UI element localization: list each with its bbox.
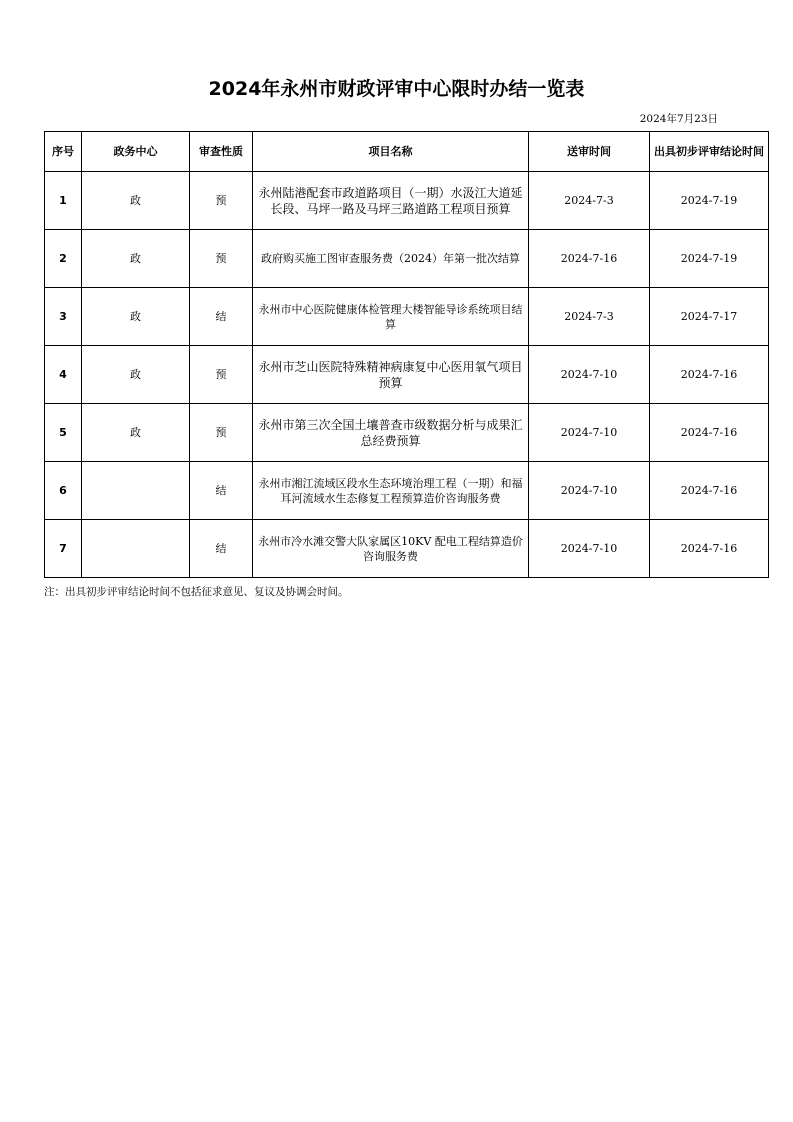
- row-type: 结: [190, 520, 253, 578]
- table-row: [45, 520, 769, 578]
- row-center: [82, 462, 190, 520]
- table-row: [45, 404, 769, 462]
- report-date: 2024年7月23日: [639, 113, 718, 125]
- row-type: 预: [190, 172, 253, 230]
- row-submit-date: 2024-7-10: [529, 346, 650, 404]
- row-submit-date: 2024-7-10: [529, 404, 650, 462]
- table-row: [45, 346, 769, 404]
- table-row: [45, 462, 769, 520]
- row-no: 6: [45, 462, 82, 520]
- row-submit-date: 2024-7-16: [529, 230, 650, 288]
- row-type: 预: [190, 404, 253, 462]
- row-project-name: [253, 404, 529, 462]
- header-result-date: 出具初步评审结论时间: [650, 132, 769, 172]
- row-result-date: 2024-7-16: [650, 404, 769, 462]
- row-submit-date: 2024-7-3: [529, 172, 650, 230]
- row-submit-date: 2024-7-3: [529, 288, 650, 346]
- row-project-name-text: 永州陆港配套市政道路项目（一期）水汲江大道延长段、马坪一路及马坪三路道路工程项目预算: [258, 185, 523, 216]
- table-header-row: [45, 132, 769, 172]
- row-no: 5: [45, 404, 82, 462]
- table-row: [45, 172, 769, 230]
- row-type: 结: [190, 462, 253, 520]
- row-project-name: [253, 172, 529, 230]
- row-center: [82, 520, 190, 578]
- table-row: [45, 288, 769, 346]
- row-project-name: [253, 230, 529, 288]
- row-center: 政: [82, 230, 190, 288]
- row-center: 政: [82, 404, 190, 462]
- row-result-date: 2024-7-17: [650, 288, 769, 346]
- row-no: 7: [45, 520, 82, 578]
- row-no: 3: [45, 288, 82, 346]
- row-project-name-text: 永州市湘江流域区段水生态环境治理工程（一期）和福耳河流域水生态修复工程预算造价咨询服务费: [258, 476, 523, 505]
- table-row: [45, 230, 769, 288]
- row-no: 1: [45, 172, 82, 230]
- header-type: 审查性质: [190, 132, 253, 172]
- row-project-name-text: 永州市冷水滩交警大队家属区10KV 配电工程结算造价咨询服务费: [258, 534, 523, 563]
- row-project-name-text: 永州市第三次全国土壤普查市级数据分析与成果汇总经费预算: [258, 417, 523, 448]
- row-result-date: 2024-7-16: [650, 520, 769, 578]
- row-project-name: [253, 520, 529, 578]
- page-title: 2024年永州市财政评审中心限时办结一览表: [208, 78, 585, 100]
- row-submit-date: 2024-7-10: [529, 520, 650, 578]
- row-center: 政: [82, 346, 190, 404]
- row-result-date: 2024-7-16: [650, 346, 769, 404]
- row-result-date: 2024-7-19: [650, 172, 769, 230]
- header-center: 政务中心: [82, 132, 190, 172]
- row-type: 预: [190, 346, 253, 404]
- header-no: 序号: [45, 132, 82, 172]
- row-project-name-text: 永州市中心医院健康体检管理大楼智能导诊系统项目结算: [258, 302, 523, 331]
- row-result-date: 2024-7-19: [650, 230, 769, 288]
- row-submit-date: 2024-7-10: [529, 462, 650, 520]
- row-type: 预: [190, 230, 253, 288]
- processing-table: [44, 131, 769, 578]
- row-type: 结: [190, 288, 253, 346]
- row-center: 政: [82, 172, 190, 230]
- row-project-name: [253, 346, 529, 404]
- row-no: 4: [45, 346, 82, 404]
- row-project-name: [253, 288, 529, 346]
- header-submit-date: 送审时间: [529, 132, 650, 172]
- header-name: 项目名称: [253, 132, 529, 172]
- row-no: 2: [45, 230, 82, 288]
- footnote: 注：出具初步评审结论时间不包括征求意见、复议及协调会时间。: [44, 586, 349, 598]
- row-center: 政: [82, 288, 190, 346]
- row-project-name: [253, 462, 529, 520]
- row-project-name-text: 政府购买施工图审查服务费（2024）年第一批次结算: [261, 252, 520, 265]
- row-result-date: 2024-7-16: [650, 462, 769, 520]
- row-project-name-text: 永州市芝山医院特殊精神病康复中心医用氧气项目预算: [258, 359, 523, 390]
